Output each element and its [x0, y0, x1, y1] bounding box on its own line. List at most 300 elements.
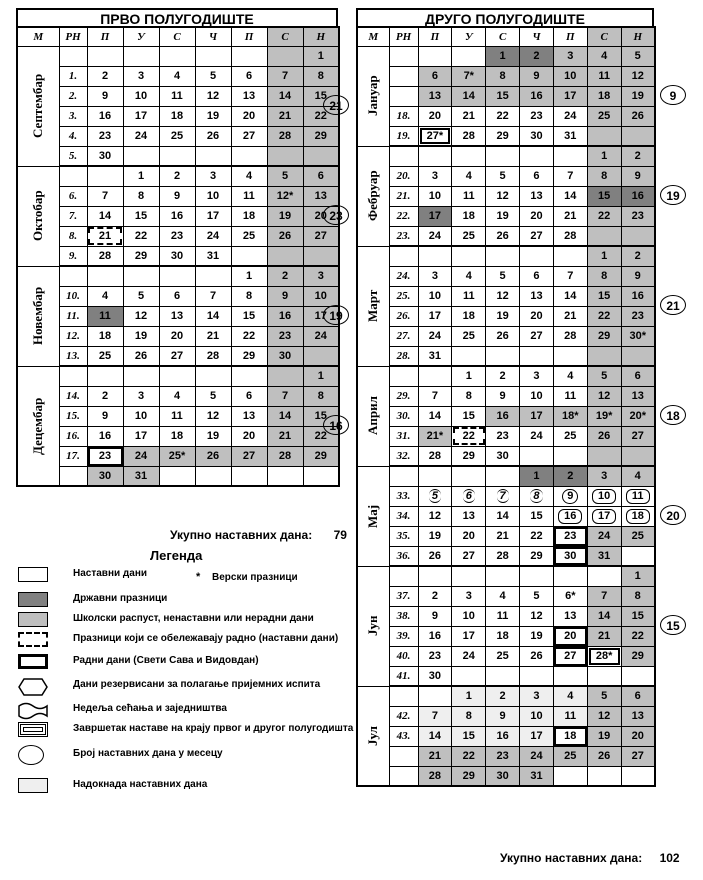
day-number: 23 [98, 130, 112, 142]
day-cell [520, 126, 554, 146]
day-cell [418, 366, 452, 386]
day-cell [621, 726, 655, 746]
day-number: 25 [242, 230, 256, 242]
day-cell [587, 726, 621, 746]
day-number: 14 [462, 90, 475, 102]
day-number: 15 [530, 510, 543, 522]
day-cell [553, 446, 587, 466]
day-number: 25 [98, 349, 112, 362]
wave-icon [18, 702, 48, 717]
week-number [389, 746, 418, 766]
day-number: 2 [281, 270, 289, 283]
week-row [357, 566, 655, 586]
day-number: 26 [598, 430, 611, 442]
day-number: 18 [462, 310, 475, 322]
month-label: Јул [357, 686, 389, 786]
day-cell [123, 306, 159, 326]
day-number: 6 [533, 170, 540, 182]
day-number: 13 [564, 610, 577, 622]
day-cell [195, 426, 231, 446]
day-number: 14 [206, 310, 220, 322]
day-cell [520, 406, 554, 426]
day-cell [587, 146, 621, 166]
week-number [389, 466, 418, 486]
day-number: 29 [242, 349, 256, 362]
day-cell [159, 246, 195, 266]
day-cell [520, 366, 554, 386]
day-number: 19 [598, 730, 611, 742]
day-cell [486, 366, 520, 386]
week-row [357, 326, 655, 346]
day-number: 12 [206, 90, 220, 102]
first-half-total-label: Укупно наставних дана: [170, 528, 313, 542]
day-cell [587, 766, 621, 786]
day-number: 23 [631, 310, 644, 322]
day-cell [621, 206, 655, 226]
day-number: 16 [278, 310, 292, 322]
day-cell [267, 66, 303, 86]
day-number: 2 [567, 470, 574, 483]
week-row [17, 86, 339, 106]
day-cell [621, 186, 655, 206]
day-number: 9 [173, 190, 181, 202]
day-cell [418, 466, 452, 486]
day-cell [486, 626, 520, 646]
day-number: 1 [245, 270, 253, 283]
week-row [17, 366, 339, 386]
day-number: 10 [530, 710, 543, 722]
day-number: 1 [601, 250, 608, 263]
week-row [357, 266, 655, 286]
week-row [357, 506, 655, 526]
day-cell [123, 106, 159, 126]
week-number: 5. [59, 146, 87, 166]
day-cell [195, 206, 231, 226]
day-cell [231, 186, 267, 206]
day-cell [587, 406, 621, 426]
day-cell [195, 126, 231, 146]
day-number: 5 [429, 489, 441, 503]
day-cell [486, 106, 520, 126]
day-number: 17 [428, 210, 442, 222]
first-half-total [170, 528, 347, 542]
week-row [357, 626, 655, 646]
day-cell [267, 326, 303, 346]
day-number: 26 [206, 450, 220, 462]
day-cell [621, 226, 655, 246]
day-cell [195, 406, 231, 426]
day-number: 31 [598, 549, 611, 562]
day-number: 6 [431, 70, 438, 82]
day-cell [621, 526, 655, 546]
day-number: 12 [496, 190, 509, 202]
day-number: 26 [598, 750, 611, 762]
day-cell [621, 346, 655, 366]
day-number: 12 [206, 410, 220, 422]
day-number: 1 [601, 150, 608, 163]
day-cell [418, 426, 452, 446]
day-number: 22 [530, 530, 543, 542]
day-cell [520, 586, 554, 606]
day-cell [520, 266, 554, 286]
day-number: 24 [428, 330, 442, 342]
day-number: 15 [314, 410, 327, 422]
day-cell [418, 766, 452, 786]
day-cell [520, 486, 554, 506]
day-cell [553, 506, 587, 526]
day-cell [418, 166, 452, 186]
week-row [357, 126, 655, 146]
day-cell [267, 426, 303, 446]
day-cell [267, 206, 303, 226]
day-cell [452, 406, 486, 426]
day-cell [587, 306, 621, 326]
week-row [357, 406, 655, 426]
day-number: 31 [206, 249, 220, 262]
day-cell [486, 466, 520, 486]
double-box-icon [18, 722, 48, 737]
day-cell [418, 706, 452, 726]
day-number: 1 [465, 690, 472, 703]
day-number: 30 [170, 249, 184, 262]
day-number: 30 [98, 149, 112, 162]
day-cell [486, 666, 520, 686]
day-cell [621, 486, 655, 506]
day-number: 7 [431, 710, 438, 722]
day-number: 5 [601, 370, 608, 383]
day-number: 9 [281, 290, 289, 302]
day-number: 23 [631, 210, 644, 222]
day-cell [303, 266, 339, 286]
day-number: 20 [242, 110, 256, 122]
week-number [389, 366, 418, 386]
day-cell [418, 66, 452, 86]
day-cell [553, 626, 587, 646]
day-cell [231, 466, 267, 486]
day-cell [621, 406, 655, 426]
bold-box-icon [18, 654, 48, 669]
day-number: 8 [137, 190, 145, 202]
legend-label: Недеља сећања и заједништва [73, 703, 227, 714]
week-number: 4. [59, 126, 87, 146]
day-number: 10 [314, 290, 327, 302]
day-cell [587, 686, 621, 706]
week-number: 24. [389, 266, 418, 286]
day-cell [267, 286, 303, 306]
day-cell [587, 66, 621, 86]
day-cell [621, 566, 655, 586]
day-cell [418, 306, 452, 326]
day-cell [303, 286, 339, 306]
day-cell [520, 146, 554, 166]
week-number [59, 166, 87, 186]
day-cell [486, 306, 520, 326]
day-cell [587, 566, 621, 586]
week-row [357, 646, 655, 666]
month-day-count: 9 [660, 85, 686, 105]
day-cell [418, 286, 452, 306]
day-number: 9 [499, 390, 506, 402]
day-cell [418, 646, 452, 666]
day-number: 26 [278, 230, 292, 242]
week-number [389, 86, 418, 106]
day-number: 21 [98, 230, 112, 242]
month-label: Децембар [17, 366, 59, 486]
day-number: 15 [462, 410, 475, 422]
day-cell [452, 446, 486, 466]
day-cell [553, 86, 587, 106]
week-number: 11. [59, 306, 87, 326]
day-cell [123, 146, 159, 166]
day-number: 22 [462, 430, 475, 442]
day-number: 28 [564, 229, 577, 242]
header-cell: С [486, 27, 520, 46]
week-row [17, 426, 339, 446]
day-cell [452, 106, 486, 126]
day-cell [87, 426, 123, 446]
day-number: 20* [629, 410, 646, 422]
day-cell [587, 466, 621, 486]
day-cell [267, 386, 303, 406]
day-number: 13 [631, 390, 644, 402]
day-cell [195, 46, 231, 66]
day-cell [553, 66, 587, 86]
day-number: 22 [134, 230, 148, 242]
day-cell [87, 246, 123, 266]
day-number: 12 [428, 510, 442, 522]
day-number: 1 [499, 50, 506, 62]
day-number: 14 [598, 610, 611, 622]
day-cell [553, 186, 587, 206]
day-cell [553, 466, 587, 486]
day-cell [87, 366, 123, 386]
day-cell [587, 486, 621, 506]
day-number: 21 [564, 210, 577, 222]
day-cell [587, 286, 621, 306]
day-number: 9 [562, 489, 578, 504]
white-box-icon [18, 567, 48, 582]
day-cell [587, 126, 621, 146]
day-number: 3 [431, 270, 438, 282]
day-number: 22 [631, 630, 644, 642]
dashed-box-icon [18, 632, 48, 647]
day-cell [452, 86, 486, 106]
day-cell [159, 146, 195, 166]
day-number: 17 [314, 310, 327, 322]
week-row [17, 386, 339, 406]
day-cell [87, 466, 123, 486]
day-number: 12 [598, 710, 611, 722]
day-cell [587, 346, 621, 366]
day-cell [520, 506, 554, 526]
day-number: 27 [170, 349, 184, 362]
day-cell [486, 46, 520, 66]
day-number: 7 [281, 390, 289, 402]
day-cell [587, 166, 621, 186]
day-cell [195, 106, 231, 126]
week-number: 31. [389, 426, 418, 446]
week-number [59, 266, 87, 286]
day-cell [587, 706, 621, 726]
day-cell [267, 106, 303, 126]
day-cell [195, 66, 231, 86]
day-number: 21 [564, 310, 577, 322]
day-number: 27 [564, 650, 577, 662]
day-number: 17 [462, 630, 475, 642]
day-cell [195, 466, 231, 486]
day-number: 11 [99, 310, 111, 322]
day-cell [159, 106, 195, 126]
day-cell [303, 186, 339, 206]
day-number: 10 [592, 489, 616, 504]
day-number: 6 [533, 270, 540, 282]
day-cell [520, 226, 554, 246]
day-number: 24 [598, 530, 611, 542]
day-number: 8 [530, 489, 542, 503]
day-number: 15 [134, 210, 148, 222]
day-number: 13 [462, 510, 475, 522]
day-cell [486, 506, 520, 526]
day-cell [452, 586, 486, 606]
day-cell [418, 586, 452, 606]
day-cell [123, 326, 159, 346]
day-cell [418, 386, 452, 406]
day-cell [452, 486, 486, 506]
day-cell [303, 46, 339, 66]
day-cell [123, 266, 159, 286]
day-cell [452, 686, 486, 706]
day-number: 27 [462, 549, 475, 562]
day-cell [195, 86, 231, 106]
week-number [389, 566, 418, 586]
day-number: 2 [431, 590, 438, 602]
day-number: 21 [462, 110, 475, 122]
month-label: Јануар [357, 46, 389, 146]
second-half-title: ДРУГО ПОЛУГОДИШТЕ [356, 8, 654, 26]
day-cell [486, 446, 520, 466]
day-number: 20 [242, 430, 256, 442]
day-cell [452, 546, 486, 566]
day-number: 20 [428, 110, 442, 122]
day-cell [159, 66, 195, 86]
day-number: 23 [428, 650, 442, 662]
week-number: 19. [389, 126, 418, 146]
day-number: 29 [462, 769, 475, 782]
week-row [17, 126, 339, 146]
day-number: 6 [463, 489, 475, 503]
day-number: 15 [598, 290, 611, 302]
legend-label: Наставни дани [73, 568, 148, 579]
day-cell [303, 66, 339, 86]
day-cell [486, 566, 520, 586]
header-cell: У [452, 27, 486, 46]
day-cell [87, 406, 123, 426]
day-cell [231, 226, 267, 246]
day-cell [267, 306, 303, 326]
month-day-count: 19 [660, 185, 686, 205]
week-number [389, 246, 418, 266]
day-number: 7 [567, 270, 574, 282]
day-number: 15 [496, 90, 509, 102]
week-row [357, 526, 655, 546]
day-cell [418, 546, 452, 566]
header-row [17, 27, 339, 46]
day-number: 28 [496, 549, 509, 562]
day-cell [553, 46, 587, 66]
day-number: 13 [631, 710, 644, 722]
day-number: 5 [533, 590, 540, 602]
day-cell [267, 266, 303, 286]
day-cell [231, 286, 267, 306]
day-number: 1 [317, 50, 324, 62]
legend-label: Верски празници [212, 572, 298, 583]
day-cell [486, 186, 520, 206]
day-cell [123, 286, 159, 306]
day-number: 29 [598, 330, 611, 342]
day-cell [553, 366, 587, 386]
week-number [389, 66, 418, 86]
header-row [357, 27, 655, 46]
day-number: 27 [242, 450, 256, 462]
day-number: 6 [245, 390, 253, 402]
day-number: 11 [462, 290, 475, 302]
day-cell [452, 766, 486, 786]
circle-icon [18, 745, 44, 765]
day-cell [159, 366, 195, 386]
legend-label: Број наставних дана у месецу [73, 748, 223, 759]
day-cell [195, 306, 231, 326]
day-number: 2 [101, 70, 109, 82]
day-number: 24 [206, 230, 220, 242]
month-day-count: 21 [660, 295, 686, 315]
day-number: 6 [317, 170, 324, 183]
day-cell [418, 506, 452, 526]
week-row [357, 726, 655, 746]
day-cell [303, 366, 339, 386]
day-number: 23 [98, 450, 112, 462]
day-cell [486, 146, 520, 166]
day-number: 30 [564, 549, 577, 562]
day-cell [587, 266, 621, 286]
day-number: 10 [462, 610, 475, 622]
day-cell [231, 326, 267, 346]
week-number: 33. [389, 486, 418, 506]
day-cell [418, 526, 452, 546]
month-day-count: 19 [323, 305, 349, 325]
day-cell [486, 386, 520, 406]
day-number: 1 [317, 370, 324, 383]
day-number: 16 [631, 290, 644, 302]
week-number [389, 686, 418, 706]
day-number: 5 [499, 270, 506, 282]
day-cell [231, 106, 267, 126]
day-cell [267, 126, 303, 146]
day-cell [621, 686, 655, 706]
day-number: 6 [173, 290, 181, 302]
day-number: 17 [206, 210, 220, 222]
day-cell [553, 606, 587, 626]
month-day-count: 16 [323, 415, 349, 435]
week-row [357, 66, 655, 86]
day-number: 10 [134, 410, 148, 422]
day-cell [418, 346, 452, 366]
day-cell [520, 766, 554, 786]
day-number: 26 [206, 130, 220, 142]
day-number: 1 [137, 170, 145, 183]
day-number: 21 [428, 750, 442, 762]
day-cell [520, 546, 554, 566]
day-cell [587, 606, 621, 626]
